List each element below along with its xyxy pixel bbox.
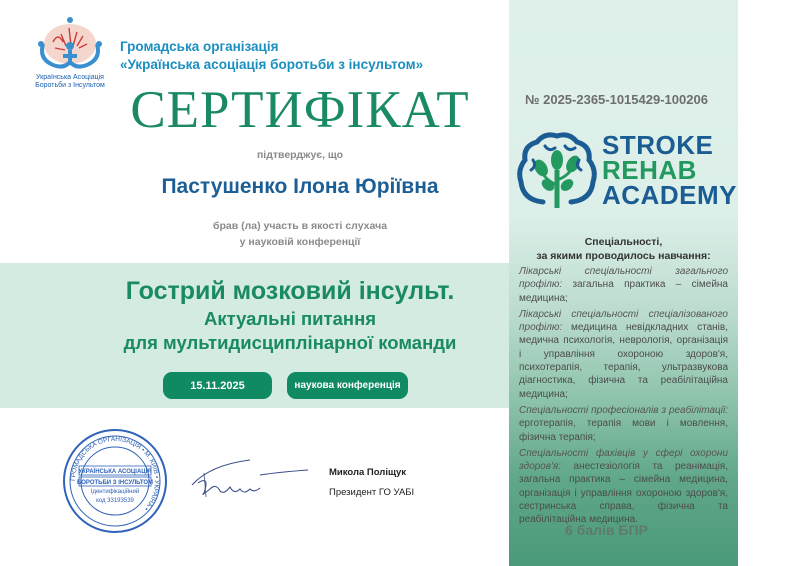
svg-text:Ідентифікаційний: Ідентифікаційний [90,489,140,495]
specialty-item [519,447,728,527]
svg-text:код 33193539: код 33193539 [96,498,134,504]
signer-title: Президент ГО УАБІ [329,487,415,498]
official-stamp-icon [62,428,168,534]
organization-name [120,38,423,74]
cpd-points: 6 балів БПР [565,522,648,538]
specialties-block [519,236,728,530]
specialty-category: Лікарські спеціальності загального профілю: [519,266,728,291]
event-title-line2: Актуальні питання [203,308,377,329]
org-name-line1: Громадська організація [120,39,279,54]
specialty-list: загальна практика – сімейна медицина; [519,279,728,304]
specialties-heading-line1: Спеціальності, [584,236,663,248]
specialties-heading-line2: за якими проводилось навчання: [536,249,711,262]
signer-name: Микола Поліщук [329,467,407,478]
specialty-list: анестезіологія та реанімація, загальна практика – сімейна медицина, організація і управління охороною здоров'я, сестринська справа, фізична та реабілітаційна медицина. [519,461,729,526]
specialties-heading [519,236,728,263]
specialty-category: Спеціальності фахівців у сфері охорони здоров'я: [519,447,728,473]
specialty-item [519,265,728,305]
event-date-badge: 15.11.2025 [163,372,272,399]
certificate-title: СЕРТИФІКАТ [130,81,470,139]
participation-line2: у науковій конференції [239,236,361,248]
event-title [60,275,520,355]
event-title-line3: для мультидисциплінарної команди [123,332,457,353]
specialty-item [519,404,728,444]
specialty-item [519,308,728,401]
participation-text [110,218,490,250]
svg-text:Боротьби з Інсультом: Боротьби з Інсультом [35,82,105,89]
svg-text:Українська Асоціація: Українська Асоціація [36,74,104,81]
svg-text:УКРАЇНСЬКА АСОЦІАЦІЯ: УКРАЇНСЬКА АСОЦІАЦІЯ [78,469,152,475]
svg-text:БОРОТЬБИ З ІНСУЛЬТОМ: БОРОТЬБИ З ІНСУЛЬТОМ [76,480,154,486]
specialty-list: медицина невідкладних станів, медична психологія, неврологія, організація і управління охороною здоров'я, психотерапія, терапія, ультразвукова діагностика, фізична та реабілітаційна медицина; [519,322,728,400]
recipient-name: Пастушенко Ілона Юріївна [161,175,439,198]
specialty-category: Лікарські спеціальності спеціалізованого профілю: [519,308,728,334]
brain-tree-logo-icon [515,130,600,215]
signature-icon [190,455,310,500]
brand-line3: ACADEMY [602,180,737,210]
stroke-rehab-academy-wordmark [602,130,737,210]
svg-text:ГРОМАДСЬКА ОРГАНІЗАЦІЯ • М. КИ: ГРОМАДСЬКА ОРГАНІЗАЦІЯ • М. КИЇВ • УКРАЇНА • [69,435,161,512]
participation-line1: брав (ла) участь в якості слухача [212,220,388,232]
org-logo-icon [33,14,107,90]
event-type-badge: наукова конференція [287,372,408,399]
brand-line1: STROKE [602,130,714,160]
org-name-line2: «Українська асоціація боротьби з інсультом» [120,57,424,72]
specialty-category: Спеціальності професіоналів з реабілітації: [519,404,728,416]
confirms-text: підтверджує, що [256,149,344,161]
specialty-list: ерготерапія, терапія мови і мовлення, фізична терапія; [519,418,728,443]
event-title-line1: Гострий мозковий інсульт. [125,277,455,305]
brand-line2: REHAB [602,155,697,185]
certificate-number: № 2025-2365-1015429-100206 [525,92,708,107]
